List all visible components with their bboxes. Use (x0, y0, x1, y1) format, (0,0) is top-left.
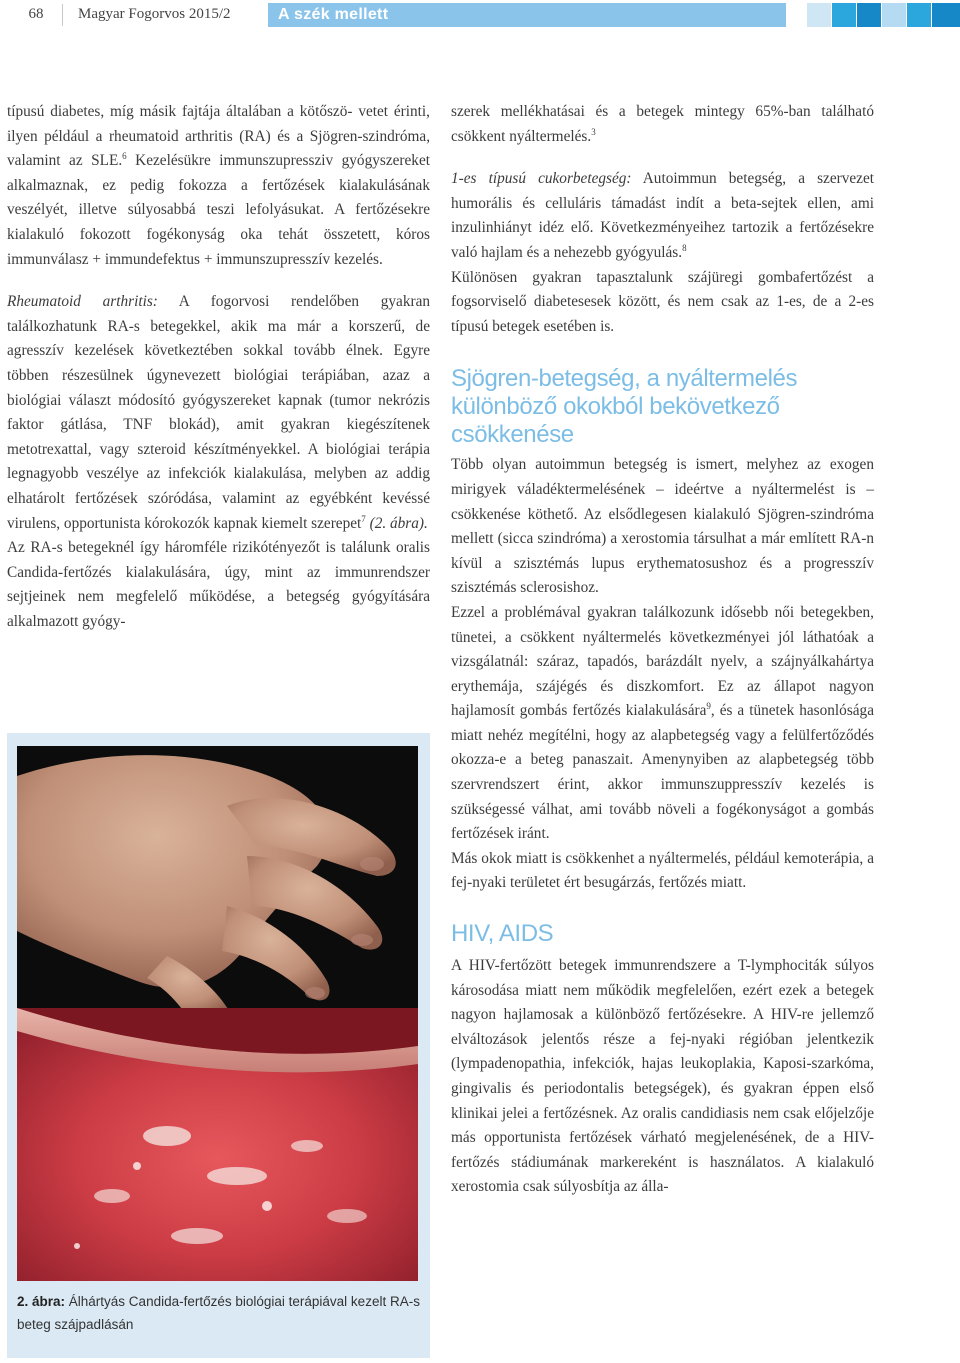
page-number: 68 (28, 6, 44, 22)
paragraph: szerek mellékhatásai és a betegek mintegy 65%-ban található csökkent nyáltermelés.$^3$ (451, 103, 874, 145)
section-banner (268, 3, 786, 27)
header-decor-square (882, 3, 906, 27)
figure-caption: 2. ábra: Álhártyás Candida-fertőzés biológiai terápiával kezelt RA-s beteg szájpadlásán (17, 1294, 420, 1332)
paragraph: Több olyan autoimmun betegség is ismert, melyhez az exogen mirigyek váladéktermelésének – ideértve a nyáltermelést is – csökkenése köthető. Az elsődlegesen kialakuló Sjögren-szindróma mellett (sicca szindróma) a xerostomia társulhat a már említett RA-n kívül a szisztémás lupus erythematosushoz és a progresszív szisztémás sclerosishoz. (451, 456, 874, 597)
page-header (0, 0, 960, 32)
journal-title: Magyar Fogorvos 2015/2 (78, 6, 231, 22)
clinical-photo (17, 746, 418, 1281)
term-label: Rheumatoid arthritis: (7, 293, 158, 311)
paragraph: Ezzel a problémával gyakran találkozunk idősebb női betegekben, tünetei, a csökkent nyáltermelés következményei jól láthatóak a vizsgálatnál: száraz, tapadós, barázdált nyelv, a szájnyálkahártya erythemája, szájégés és diszkomfort. Ez az állapot nagyon hajlamosít gombás fertőzés kialakulására$^9$, és a tünetek hasonlósága miatt nehéz megítélni, hogy az alapbetegség vagy a felülfertőződés okozza-e a beteg panaszait. Amenynyiben az alapbetegség több szervrendszert érint, akkor immunszuppresszív kezelés is szükségessé válhat, ami tovább növeli a fogékonyságot a gombás fertőzések iránt. (451, 603, 874, 843)
paragraph: Más okok miatt is csökkenhet a nyáltermelés, például kemoterápia, a fej-nyaki területet ért besugárzás, fertőzés miatt. (451, 849, 874, 892)
section-heading: HIV, AIDS (451, 920, 554, 948)
right-column (451, 100, 874, 1200)
figure-label: 2. ábra: (17, 1294, 66, 1309)
paragraph: A HIV-fertőzött betegek immunrendszere a T-lymphociták súlyos károsodása miatt nem működik megfelelően, ezért ezek a betegek nagyon hajlamosak a különböző fertőzésekre. A HIV-re jellemző elváltozások jelentős része a fej-nyaki régióban jelentkezik (lympadenopathia, infekciók, hajas leukoplakia, Kaposi-szarkóma, gingivalis és periodontalis betegségek), és gyakran éppen első klinikai jelei a fertőzésnek. Az oralis candidiasis nem csak előjelzője más opportunista fertőzések várható megjelenésének, de a HIV-fertőzés stádiumának markereként is használatos. A kialakuló xerostomia csak súlyosbítja az álla- (451, 957, 874, 1196)
left-column (7, 100, 430, 634)
header-decor-square (907, 3, 931, 27)
figure-reference: (2. ábra). (365, 514, 428, 532)
header-decor-square (832, 3, 856, 27)
paragraph: Különösen gyakran tapasztalunk szájüregi gombafertőzést a fogsorviselő diabetesesek között, és nem csak az 1-es, de a 2-es típusú betegek esetében is. (451, 268, 874, 335)
section-heading: Sjögren-betegség, a nyáltermelés különböző okokból bekövetkező csökkenése (451, 365, 798, 449)
header-divider (62, 4, 63, 26)
paragraph: Az RA-s betegeknél így háromféle rizikótényezőt is találunk oralis Candida-fertőzés kialakulására, úgy, mint az immunrendszer sejtjeinek nem megfelelő működése, a betegség gyógyítására alkalmazott gyógy- (7, 539, 430, 630)
header-decor-square (857, 3, 881, 27)
paragraph: Rheumatoid arthritis: A fogorvosi rendelőben gyakran találkozhatunk RA-s betegekkel, akik ma már a korszerű, de agresszív kezelések következtében sokkal tovább élnek. Egyre többen részesülnek úgynevezett biológiai terápiában, azaz a biológiai választ módosító gyógyszereket kapnak (tumor nekrózis faktor gátlása, TNF blokád), amit gyakran kiegészítenek metotrexattal, vagy szteroid készítményekkel. A biológiai terápia legnagyobb veszélye az infekciók kialakulása, melyben az addig elhatárolt fertőzések szóródása, valamint az egyébként kevéssé virulens, opportunista kórokozók kapnak kiemelt szerepet$^7$ (2. ábra). (7, 293, 431, 532)
paragraph: 1-es típusú cukorbetegség: Autoimmun betegség, a szervezet humorális és celluláris támadást indít a beta-sejtek ellen, ami inzulinhiányt idéz elő. Következményeihez tartozik a fertőzésekre való hajlam és a nehezebb gyógyulás.$^8$ (451, 170, 874, 261)
paragraph: típusú diabetes, míg másik fajtája általában a kötőszö- vetet érinti, ilyen például a rheumatoid arthritis (RA) és a Sjögren-szindróma, valamint az SLE.$^6$ Kezelésükre immunszupressziv gyógyszereket alkalmaznak, ez pedig fokozza a fertőzések kialakulásának veszélyét, illetve súlyosabbá teszi lefolyásukat. A fertőzésekre kialakuló fokozott fogékonyság oka tehát összetett, kóros immunválasz + immundefektus + immunszupresszív kezelés. (7, 103, 431, 268)
clinical-photo-drawing (17, 746, 418, 1281)
header-decor-square (932, 3, 960, 27)
header-decor-square (807, 3, 831, 27)
term-label: 1-es típusú cukorbetegség: (451, 170, 632, 188)
section-title: A szék mellett (278, 6, 389, 23)
